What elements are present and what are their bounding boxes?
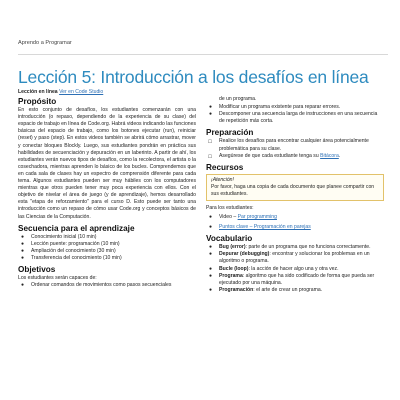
bullet-icon: ● — [209, 286, 213, 293]
objetivos-continuation: de un programa. — [219, 96, 257, 102]
attention-box — [206, 174, 384, 201]
checklist-item: ☐ Asegúrese de que cada estudiante tenga su Bitácora. — [208, 152, 341, 159]
vocab-item: ● Programa: algoritmo que ha sido codificado de forma que pueda ser ejecutado por una máquina. — [209, 272, 375, 286]
checkbox-icon: ☐ — [208, 153, 213, 159]
left-column — [18, 89, 196, 289]
list-item: ● Transferencia del conocimiento (10 min) — [21, 254, 122, 261]
header-divider — [18, 54, 388, 55]
bullet-icon: ● — [209, 251, 213, 258]
page-title: Lección 5: Introducción a los desafíos en línea — [18, 67, 369, 87]
bitacora-link[interactable]: Bitácora — [320, 152, 339, 159]
list-item — [206, 224, 384, 231]
proposito-body: En esto conjunto de desafíos, los estudiantes comenzarán con una introducción (o repaso, dependiendo de la experiencia de su clase) del espacio de trabajo en línea de Code.org. Habrá videos indicando las funciones básicas del espacio de trabajo, como los botones ejecutar (run), reiniciar (reset) y paso (step). En estos videos también se abrirá cómo arrastrar, mover y conectar bloques Blockly. Luego, sus estudiantes pondrán en práctica sus habilidades de secuenciación y depuración en un laberinto. A partir de ahí, los estudiantes verán nuevos tipos de desafíos, como la recolectora, el artista o la cosechadora, mientras aprenden lo básico de los bucles. Comprendemos que en cada sala de clases hay un espectro de comprensión diferente para cada tema. Algunos estudiantes pueden ser muy hábiles con los computadores mientras que otros pueden tener muy poca experiencia con ellos. Con el objetivo de nivelar el área de juego (y de aprendizaje), hemos desarrollado esta "etapa de reforzamiento" para el curso D. Esto puede ser tanto una introducción como un repaso de cómo usar Code.org y conceptos básicos de las Ciencias de la Computación. — [18, 107, 196, 220]
proposito-heading: Propósito — [18, 97, 57, 106]
secuencia-heading: Secuencia para el aprendizaje — [18, 223, 135, 233]
lesson-online-label: Lección en línea — [18, 89, 58, 95]
attention-title: ¡Atención! — [211, 176, 234, 183]
recursos-list — [206, 214, 384, 231]
bullet-icon: ● — [21, 240, 25, 247]
vocab-item: ● Bug (error): parte de un programa que no funciona correctamente. — [209, 244, 371, 251]
bullet-icon: ● — [209, 213, 213, 220]
vocab-item: ● Bucle (loop): la acción de hacer algo una y otra vez. — [209, 265, 339, 272]
list-item: ● Modificar un programa existente para reparar errores. — [209, 104, 341, 111]
list-item: ● Descomponer una secuencia larga de instrucciones en una secuencia de repetición más corta. — [209, 111, 378, 125]
attention-body: Por favor, haga una copia de cada documento que planee compartir con sus estudiantes. — [211, 183, 375, 197]
list-item: ● Lección puente: programación (10 min) — [21, 240, 120, 247]
objetivos-list-start — [18, 282, 196, 289]
objetivos-list-cont — [206, 104, 384, 125]
objetivos-heading: Objetivos — [18, 265, 56, 275]
vocab-item: ● Programación: el arte de crear un programa. — [209, 286, 323, 293]
bullet-icon: ● — [209, 111, 213, 118]
list-item: ● Ampliación del conocimiento (30 min) — [21, 247, 116, 254]
right-column — [206, 96, 384, 294]
pair-programming-video-link[interactable]: Par programming — [237, 213, 277, 220]
list-item: ● Ordenar comandos de movimientos como pasos secuenciales — [21, 282, 172, 289]
bullet-icon: ● — [21, 282, 25, 289]
bullet-icon: ● — [209, 272, 213, 279]
bullet-icon: ● — [209, 224, 213, 231]
list-item: ● Conocimiento inicial (10 min) — [21, 233, 97, 240]
checklist-item: ☐ Realice los desafíos para encontrar cualquier área potencialmente problemática para su clase. — [208, 138, 369, 152]
bullet-icon: ● — [209, 265, 213, 272]
preparacion-list — [206, 138, 384, 159]
puntos-clave-link[interactable]: Puntos clave – Programación en parejas — [219, 224, 311, 231]
objetivos-intro: Los estudiantes serán capaces de: — [18, 275, 97, 282]
secuencia-list — [18, 234, 196, 262]
vocab-item: ● Depurar (debugging): encontrar y solucionar los problemas en un algoritmo o programa. — [209, 251, 370, 265]
recursos-heading: Recursos — [206, 162, 244, 172]
code-studio-link[interactable]: Ver en Code Studio — [59, 89, 104, 95]
lesson-online-line — [18, 89, 196, 96]
bullet-icon: ● — [21, 233, 25, 240]
vocabulario-list — [206, 244, 384, 294]
bullet-icon: ● — [21, 247, 25, 254]
bullet-icon: ● — [209, 104, 213, 111]
checkbox-icon: ☐ — [208, 139, 213, 145]
bullet-icon: ● — [209, 244, 213, 251]
para-estudiantes-label: Para los estudiantes: — [206, 204, 254, 211]
course-header: Aprendo a Programar — [18, 40, 72, 46]
vocabulario-heading: Vocabulario — [206, 234, 253, 244]
preparacion-heading: Preparación — [206, 128, 254, 138]
bullet-icon: ● — [21, 254, 25, 261]
list-item: ● Video – Par programming — [209, 213, 277, 220]
